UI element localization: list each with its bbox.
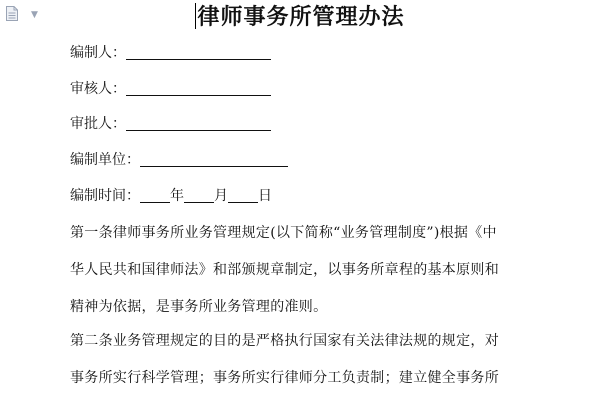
blank-line[interactable] [126,114,271,131]
field-label: 审核人： [70,81,126,97]
blank-line[interactable] [140,186,170,203]
date-day-label: 日 [258,188,272,204]
paragraph-line: 第一条律师事务所业务管理规定(以下简称“业务管理制度”)根据《中 [70,225,497,241]
field-date [70,186,272,206]
paragraph-article-1 [70,215,552,326]
field-compiler [70,43,271,63]
paragraph-line: 华人民共和国律师法》和部颁规章制定，以事务所章程的基本原则和 [70,262,499,278]
field-approver [70,114,271,134]
field-unit [70,150,288,170]
field-reviewer [70,79,271,99]
blank-line[interactable] [184,186,214,203]
date-year-label: 年 [170,188,184,204]
blank-line[interactable] [228,186,258,203]
paragraph-article-2 [70,323,552,397]
document-title-text: 律师事务所管理办法 [197,4,405,30]
paragraph-line: 第二条业务管理规定的目的是严格执行国家有关法律法规的规定，对 [70,333,499,349]
document-title [0,2,600,32]
field-label: 编制时间： [70,188,140,204]
blank-line[interactable] [140,150,288,167]
date-month-label: 月 [214,188,228,204]
paragraph-line: 事务所实行科学管理；事务所实行律师分工负责制；建立健全事务所 [70,370,499,386]
field-label: 编制人： [70,45,126,61]
blank-line[interactable] [126,79,271,96]
field-label: 审批人： [70,116,126,132]
field-label: 编制单位： [70,152,140,168]
blank-line[interactable] [126,43,271,60]
dropdown-caret-icon[interactable]: ▼ [31,10,38,20]
paragraph-line: 精神为依据，是事务所业务管理的准则。 [70,299,328,315]
